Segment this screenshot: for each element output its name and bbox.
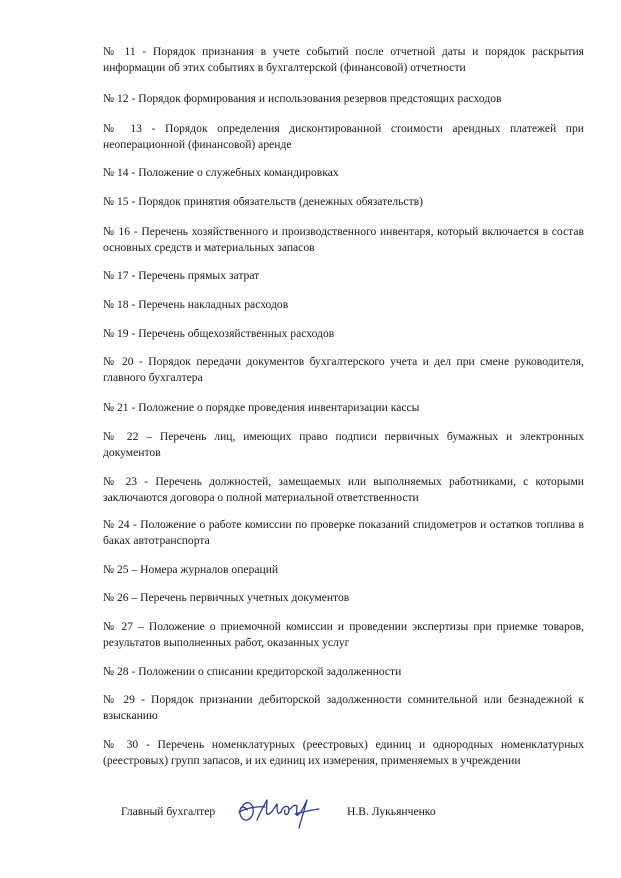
list-item-19: № 19 - Перечень общехозяйственных расходов <box>103 327 335 340</box>
list-item-28: № 28 - Положении о списании кредиторской задолженности <box>103 665 402 678</box>
signatory-role: Главный бухгалтер <box>121 805 216 818</box>
list-item-12: № 12 - Порядок формирования и использования резервов предстоящих расходов <box>103 92 502 105</box>
list-item-17: № 17 - Перечень прямых затрат <box>103 269 260 282</box>
list-item-26: № 26 – Перечень первичных учетных документов <box>103 591 350 604</box>
list-item-13: № 13 - Порядок определения дисконтированной стоимости арендных платежей при неоперационной (финансовой) аренде <box>103 122 584 151</box>
list-item-22: № 22 – Перечень лиц, имеющих право подписи первичных бумажных и электронных документов <box>103 430 584 459</box>
signature-image <box>233 790 325 832</box>
list-item-15: № 15 - Порядок принятия обязательств (денежных обязательств) <box>103 195 423 208</box>
signature-block <box>0 790 621 840</box>
list-item-14: № 14 - Положение о служебных командировках <box>103 166 339 179</box>
list-item-30: № 30 - Перечень номенклатурных (реестровых) единиц и однородных номенклатурных (реестровых) групп запасов, и их единиц их измерения, применяемых в учреждении <box>103 738 584 767</box>
signatory-name: Н.В. Лукьянченко <box>347 805 436 818</box>
list-item-25: № 25 – Номера журналов операций <box>103 563 279 576</box>
list-item-16: № 16 - Перечень хозяйственного и производственного инвентаря, который включается в состав основных средств и материальных запасов <box>103 225 584 254</box>
list-item-24: № 24 - Положение о работе комиссии по проверке показаний спидометров и остатков топлива в баках автотранспорта <box>103 518 584 547</box>
list-item-18: № 18 - Перечень накладных расходов <box>103 298 289 311</box>
list-item-11: № 11 - Порядок признания в учете событий после отчетной даты и порядок раскрытия информации об этих событиях в бухгалтерской (финансовой) отчетности <box>103 45 584 74</box>
list-item-21: № 21 - Положение о порядке проведения инвентаризации кассы <box>103 401 420 414</box>
list-item-23: № 23 - Перечень должностей, замещаемых или выполняемых работниками, с которыми заключаются договора о полной материальной ответственности <box>103 475 584 504</box>
list-item-29: № 29 - Порядок признании дебиторской задолженности сомнительной или безнадежной к взысканию <box>103 693 584 722</box>
list-item-20: № 20 - Порядок передачи документов бухгалтерского учета и дел при смене руководителя, главного бухгалтера <box>103 355 584 384</box>
list-item-27: № 27 – Положение о приемочной комиссии и проведении экспертизы при приемке товаров, результатов выполненных работ, оказанных услуг <box>103 620 584 649</box>
